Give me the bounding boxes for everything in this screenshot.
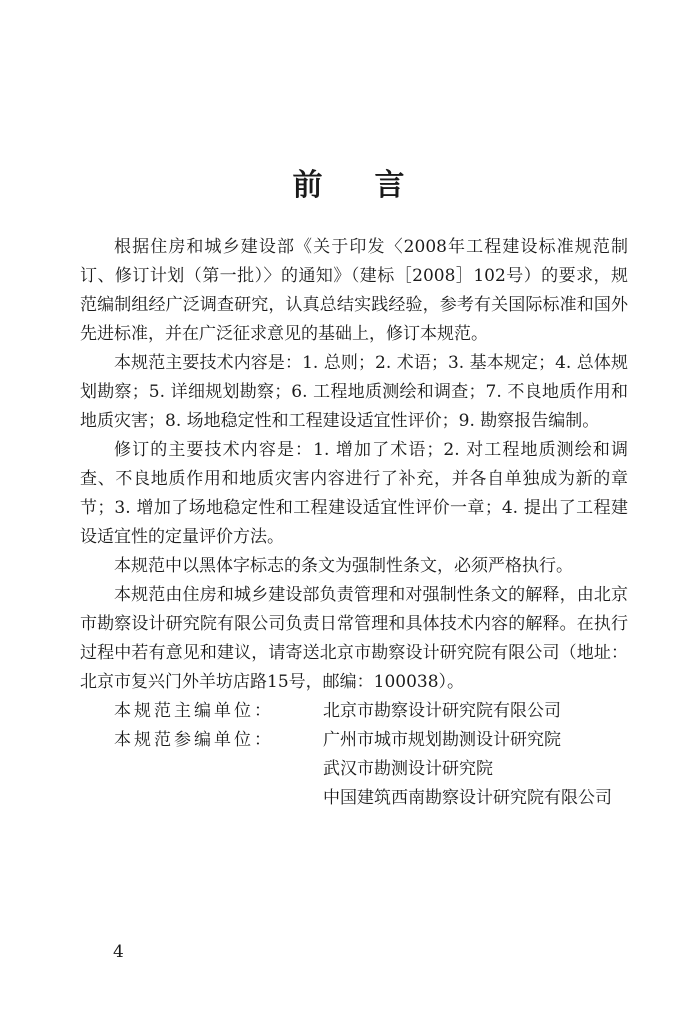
chief-unit-row bbox=[80, 697, 628, 726]
title-char-2: 言 bbox=[374, 168, 407, 203]
chief-unit-label: 本规范主编单位： bbox=[114, 701, 274, 721]
paragraph-5: 本规范由住房和城乡建设部负责管理和对强制性条文的解释，由北京市勘察设计研究院有限公司负责日常管理和具体技术内容的解释。在执行过程中若有意见和建议，请寄送北京市勘察设计研究院有限公司（地址：北京市复兴门外羊坊店路15号，邮编：100038）。 bbox=[80, 585, 628, 692]
participating-unit-2: 武汉市勘测设计研究院 bbox=[323, 759, 493, 779]
participating-unit-3: 中国建筑西南勘察设计研究院有限公司 bbox=[323, 788, 612, 808]
preface-body bbox=[80, 233, 628, 813]
page-number: 4 bbox=[113, 942, 124, 962]
title-char-1: 前 bbox=[292, 168, 325, 203]
paragraph-2: 本规范主要技术内容是：1. 总则；2. 术语；3. 基本规定；4. 总体规划勘察；5. 详细规划勘察；6. 工程地质测绘和调查；7. 不良地质作用和地质灾害；8. 场地稳定性和工程建设适宜性评价；9. 勘察报告编制。 bbox=[80, 353, 628, 431]
paragraph-4: 本规范中以黑体字标志的条文为强制性条文，必须严格执行。 bbox=[114, 556, 573, 576]
paragraph-1: 根据住房和城乡建设部《关于印发〈2008年工程建设标准规范制订、修订计划（第一批）〉的通知》（建标［2008］102号）的要求，规范编制组经广泛调查研究，认真总结实践经验，参考有关国际标准和国外先进标准，并在广泛征求意见的基础上，修订本规范。 bbox=[80, 237, 628, 344]
compiling-units bbox=[80, 697, 628, 813]
chief-unit-value: 北京市勘察设计研究院有限公司 bbox=[323, 701, 561, 721]
participating-unit-row bbox=[80, 726, 628, 813]
participating-unit-label: 本规范参编单位： bbox=[114, 730, 274, 750]
page-title bbox=[0, 160, 699, 204]
participating-unit-1: 广州市城市规划勘测设计研究院 bbox=[323, 730, 561, 750]
paragraph-3: 修订的主要技术内容是：1. 增加了术语；2. 对工程地质测绘和调查、不良地质作用和地质灾害内容进行了补充，并各自单独成为新的章节；3. 增加了场地稳定性和工程建设适宜性评价一章；4. 提出了工程建设适宜性的定量评价方法。 bbox=[80, 440, 628, 547]
